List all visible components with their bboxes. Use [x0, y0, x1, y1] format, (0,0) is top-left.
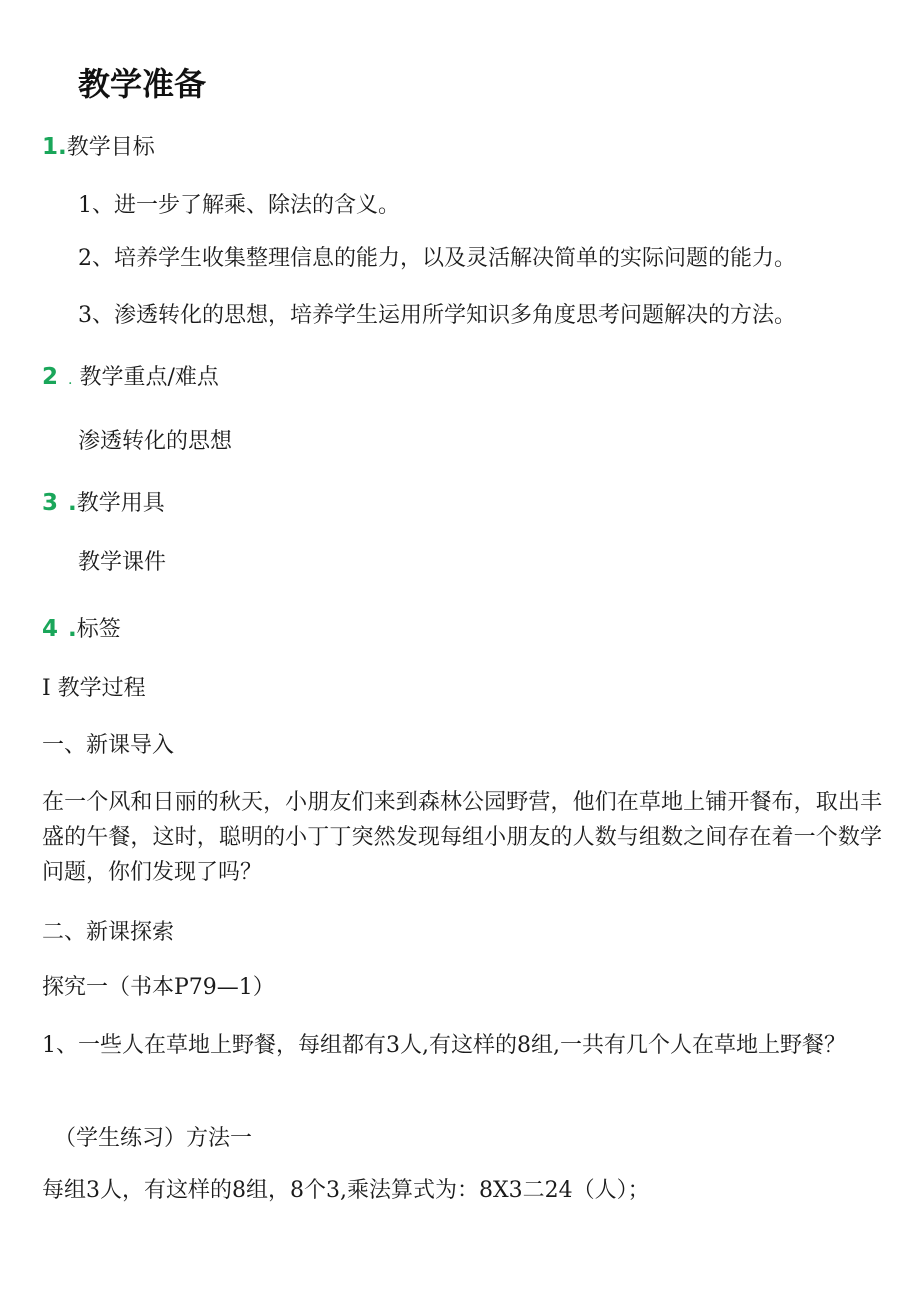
- goal-item: 1、进一步了解乘、除法的含义。: [78, 193, 400, 218]
- section-heading-keypoints: [42, 362, 219, 395]
- page-title: 教学准备: [78, 65, 207, 103]
- section-separator: .: [68, 616, 77, 642]
- explore-heading: 探究一（书本P79—1）: [42, 975, 275, 1000]
- section-number: 4: [42, 616, 59, 642]
- part2-heading: 二、新课探索: [42, 920, 175, 945]
- process-heading: I 教学过程: [42, 676, 146, 701]
- method-text: 每组3人，有这样的8组，8个3,乘法算式为：8X3二24（人）；: [42, 1178, 650, 1203]
- section-number: 3: [42, 490, 59, 516]
- section-number: 1.: [42, 134, 67, 160]
- section-label: 教学目标: [66, 135, 155, 160]
- section-separator: .: [68, 490, 77, 516]
- goal-item: 3、渗透转化的思想，培养学生运用所学知识多角度思考问题解决的方法。: [78, 303, 796, 328]
- tools-text: 教学课件: [78, 550, 167, 575]
- section-heading-goals: [42, 132, 155, 163]
- section-heading-tools: [42, 488, 165, 519]
- section-label: 教学重点/难点: [79, 365, 219, 390]
- section-number: 2: [42, 364, 59, 390]
- section-separator: .: [68, 372, 73, 388]
- problem-text: 1、一些人在草地上野餐，每组都有3人,有这样的8组,一共有几个人在草地上野餐？: [42, 1033, 846, 1058]
- section-label: 教学用具: [76, 491, 165, 516]
- section-heading-tags: [42, 614, 121, 645]
- method-heading: （学生练习）方法一: [54, 1126, 253, 1151]
- section-label: 标签: [76, 617, 121, 642]
- key-point-text: 渗透转化的思想: [78, 429, 233, 454]
- intro-paragraph: 在一个风和日丽的秋天，小朋友们来到森林公园野营，他们在草地上铺开餐布，取出丰盛的午餐，这时，聪明的小丁丁突然发现每组小朋友的人数与组数之间存在着一个数学问题，你们发现了吗？: [42, 790, 882, 885]
- part1-heading: 一、新课导入: [42, 733, 175, 758]
- goal-item: 2、培养学生收集整理信息的能力，以及灵活解决简单的实际问题的能力。: [78, 246, 796, 271]
